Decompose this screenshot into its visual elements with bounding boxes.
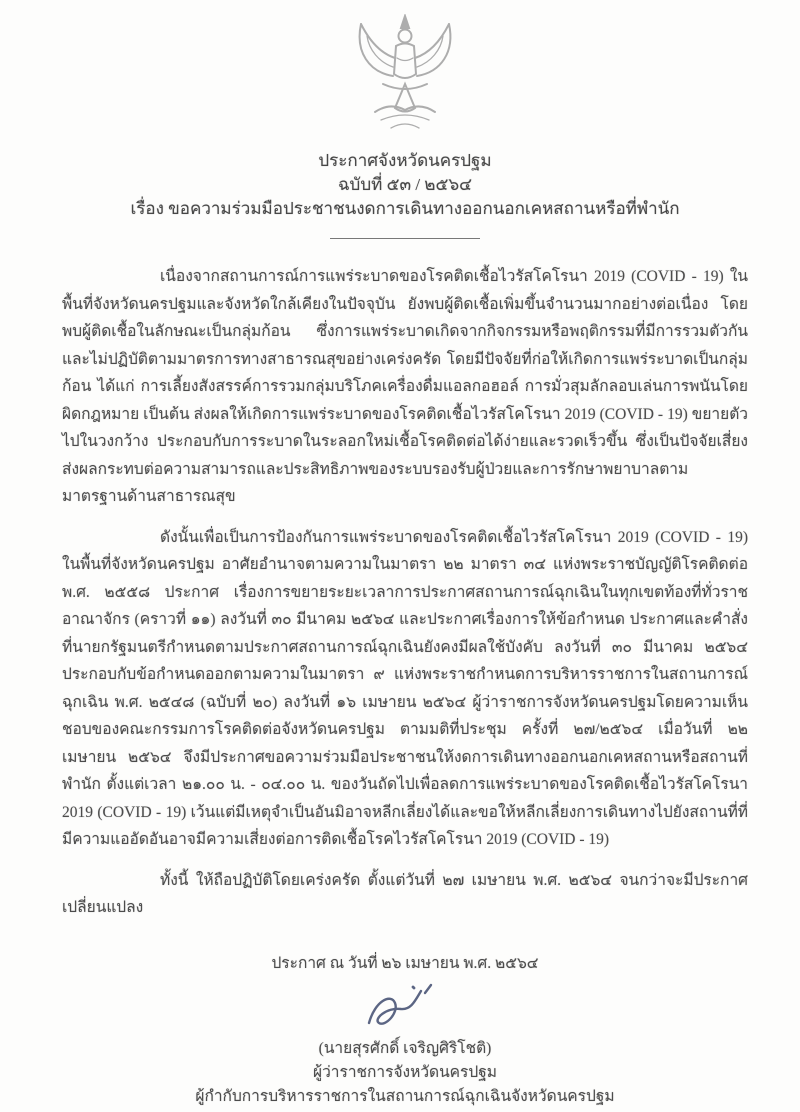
title-divider [330,238,480,239]
document-issue-number: ฉบับที่ ๕๓ / ๒๕๖๔ [337,175,473,194]
paragraph-effective-date: ทั้งนี้ ให้ถือปฏิบัติโดยเคร่งครัด ตั้งแต่วันที่ ๒๗ เมษายน พ.ศ. ๒๕๖๔ จนกว่าจะมีประกาศเปลี่ยนแปลง [62,871,748,916]
title-block [62,149,748,221]
signatory-position-emergency-director: ผู้กำกับการบริหารราชการในสถานการณ์ฉุกเฉินจังหวัดนครปฐม [195,1087,615,1105]
issued-date-line: ประกาศ ณ วันที่ ๒๖ เมษายน พ.ศ. ๒๕๖๔ [271,954,539,972]
garuda-emblem-icon [62,14,748,143]
signature-block [62,983,748,1109]
document-title: ประกาศจังหวัดนครปฐม [318,151,492,170]
paragraph-order: ดังนั้นเพื่อเป็นการป้องกันการแพร่ระบาดของโรคติดเชื้อไวรัสโคโรนา 2019 (COVID - 19) ในพื้นที่จังหวัดนครปฐม อาศัยอำนาจตามความในมาตรา ๒๒ มาตรา ๓๔ แห่งพระราชบัญญัติโรคติดต่อ พ.ศ. ๒๕๕๘ ประกาศ เรื่องการขยายระยะเวลาการประกาศสถานการณ์ฉุกเฉินในทุกเขตท้องที่ทั่วราชอาณาจักร (คราวที่ ๑๑) ลงวันที่ ๓๐ มีนาคม ๒๕๖๔ และประกาศเรื่องการให้ข้อกำหนด ประกาศและคำสั่งที่นายกรัฐมนตรีกำหนดตามประกาศสถานการณ์ฉุกเฉินยังคงมีผลใช้บังคับ ลงวันที่ ๓๐ มีนาคม ๒๕๖๔ ประกอบกับข้อกำหนดออกตามความในมาตรา ๙ แห่งพระราชกำหนดการบริหารราชการในสถานการณ์ฉุกเฉิน พ.ศ. ๒๕๔๘ (ฉบับที่ ๒๐) ลงวันที่ ๑๖ เมษายน ๒๕๖๔ ผู้ว่าราชการจังหวัดนครปฐมโดยความเห็นชอบของคณะกรรมการโรคติดต่อจังหวัดนครปฐม ตามมติที่ประชุม ครั้งที่ ๒๗/๒๕๖๔ เมื่อวันที่ ๒๒ เมษายน ๒๕๖๔ จึงมีประกาศขอความร่วมมือประชาชนให้งดการเดินทางออกนอกเคหสถานหรือสถานที่พำนัก ตั้งแต่เวลา ๒๑.๐๐ น. - ๐๔.๐๐ น. ของวันถัดไปเพื่อลดการแพร่ระบาดของโรคติดเชื้อไวรัสโคโรนา 2019 (COVID - 19) เว้นแต่มีเหตุจำเป็นอันมิอาจหลีกเลี่ยงได้และขอให้หลีกเลี่ยงการเดินทางไปยังสถานที่ที่มีความแออัดอันอาจมีความเสี่ยงต่อการติดเชื้อโรคไวรัสโคโรนา 2019 (COVID - 19) [62,528,748,848]
signatory-name: (นายสุรศักดิ์ เจริญศิริโชติ) [318,1039,492,1057]
document-subject: เรื่อง ขอความร่วมมือประชาชนงดการเดินทางออกนอกเคหสถานหรือที่พำนัก [130,199,680,218]
signatory-position-governor: ผู้ว่าราชการจังหวัดนครปฐม [313,1063,497,1081]
paragraph-background: เนื่องจากสถานการณ์การแพร่ระบาดของโรคติดเชื้อไวรัสโคโรนา 2019 (COVID - 19) ในพื้นที่จังหวัดนครปฐมและจังหวัดใกล้เคียงในปัจจุบัน ยังพบผู้ติดเชื้อเพิ่มขึ้นจำนวนมากอย่างต่อเนื่อง โดยพบผู้ติดเชื้อในลักษณะเป็นกลุ่มก้อน ซึ่งการแพร่ระบาดเกิดจากกิจกรรมหรือพฤติกรรมที่มีการรวมตัวกันและไม่ปฏิบัติตามมาตรการทางสาธารณสุขอย่างเคร่งครัด โดยมีปัจจัยที่ก่อให้เกิดการแพร่ระบาดเป็นกลุ่มก้อน ได้แก่ การเลี้ยงสังสรรค์การรวมกลุ่มบริโภคเครื่องดื่มแอลกอฮอล์ การมั่วสุมลักลอบเล่นการพนันโดยผิดกฎหมาย เป็นต้น ส่งผลให้เกิดการแพร่ระบาดของโรคติดเชื้อไวรัสโคโรนา 2019 (COVID - 19) ขยายตัวไปในวงกว้าง ประกอบกับการระบาดในระลอกใหม่เชื้อโรคติดต่อได้ง่ายและรวดเร็วขึ้น ซึ่งเป็นปัจจัยเสี่ยงส่งผลกระทบต่อความสามารถและประสิทธิภาพของระบบรองรับผู้ป่วยและการรักษาพยาบาลตามมาตรฐานด้านสาธารณสุข [62,268,748,505]
signature-mark [62,983,748,1035]
